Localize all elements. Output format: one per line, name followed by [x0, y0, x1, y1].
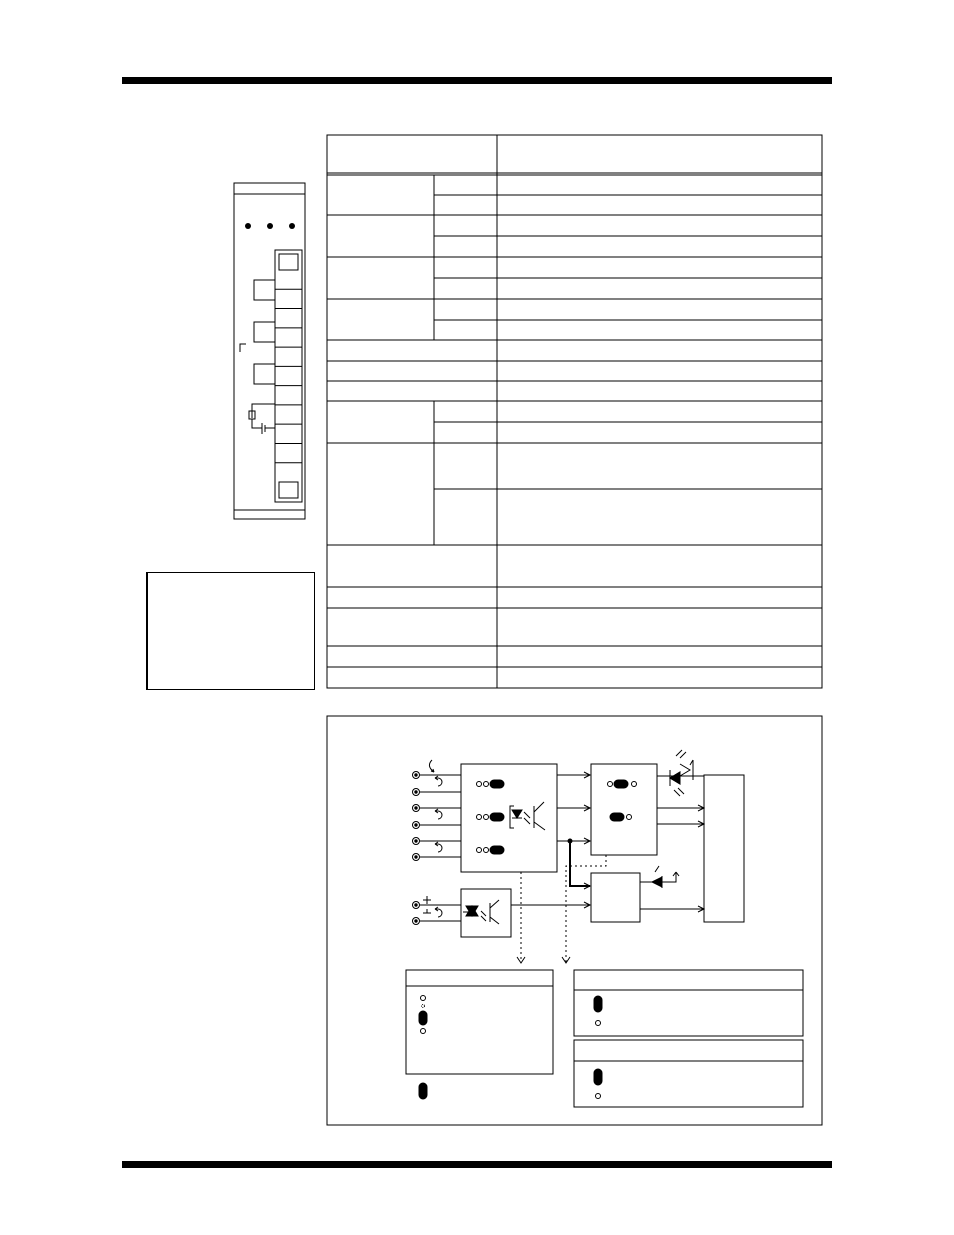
input-terminal-dot [415, 807, 417, 809]
input-terminal-dot [415, 920, 417, 922]
output-processing-block [591, 750, 693, 855]
detail-box-output-jumper-b [574, 1040, 803, 1107]
input-jumper-1-icon [477, 780, 505, 788]
leader-lines [521, 855, 606, 962]
output-jumper-2-icon [610, 813, 632, 821]
optocoupler-icon [510, 802, 545, 830]
detail-box-input-jumpers [406, 970, 553, 1099]
input-terminal-dot [415, 774, 417, 776]
signal-paths [511, 772, 704, 912]
input-terminal-dot [415, 856, 417, 858]
detail-box-output-jumper-a [574, 970, 803, 1036]
input-terminal-dot [415, 824, 417, 826]
input-terminal-dot [415, 904, 417, 906]
input-terminal-dot [415, 840, 417, 842]
status-leds-icon [670, 750, 693, 796]
power-isolation-block [461, 889, 511, 937]
input-jumper-2-icon [477, 813, 505, 821]
leader-arrows [517, 957, 570, 963]
input-terminal-dot [415, 791, 417, 793]
output-jumper-1-icon [608, 780, 637, 788]
input-wiring [420, 760, 461, 921]
output-connector-block [704, 775, 744, 922]
input-jumper-3-icon [477, 846, 505, 854]
alarm-block [591, 866, 679, 922]
input-isolation-block [461, 764, 557, 872]
input-terminals [413, 772, 420, 925]
